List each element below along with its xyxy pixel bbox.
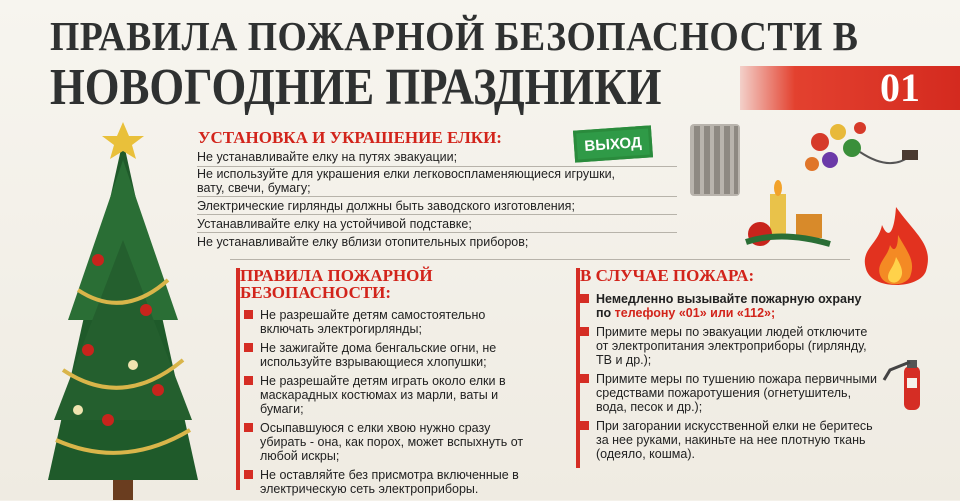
divider bbox=[197, 232, 677, 233]
emergency-call-text: Немедленно вызывайте пожарную охрану bbox=[596, 292, 862, 306]
section1-line: Не устанавливайте елку на путях эвакуации; bbox=[197, 150, 458, 164]
section1-line: Не устанавливайте елку вблизи отопительных приборов; bbox=[197, 235, 529, 249]
title-line-1: ПРАВИЛА ПОЖАРНОЙ БЕЗОПАСНОСТИ В bbox=[50, 13, 859, 59]
section2-heading-line1: ПРАВИЛА ПОЖАРНОЙ bbox=[240, 266, 433, 285]
list-item: Не оставляйте без присмотра включенные в электрическую сеть электроприборы. bbox=[242, 468, 532, 496]
title-line-2: НОВОГОДНИЕ ПРАЗДНИКИ bbox=[50, 59, 662, 116]
candle-icon bbox=[742, 172, 832, 250]
divider bbox=[197, 196, 677, 197]
poster-number: 01 bbox=[880, 65, 920, 110]
extinguisher-icon bbox=[880, 352, 936, 414]
list-item: Осыпавшуюся с елки хвою нужно сразу убирать - она, как порох, может вспыхнуть от любой искры; bbox=[242, 421, 532, 463]
section3-heading: В СЛУЧАЕ ПОЖАРА: bbox=[580, 266, 755, 285]
list-item: При загорании искусственной елки не беритесь за нее руками, накиньте на нее плотную ткань (одеяло, кошма). bbox=[578, 419, 878, 461]
divider bbox=[197, 214, 677, 215]
radiator-icon bbox=[688, 120, 742, 200]
list-item: Не разрешайте детям самостоятельно включать электрогирлянды; bbox=[242, 308, 532, 336]
list-item: Не зажигайте дома бенгальские огни, не используйте взрывающиеся хлопушки; bbox=[242, 341, 532, 369]
section1-line: вату, свечи, бумагу; bbox=[197, 181, 311, 195]
section2-accent-bar bbox=[236, 268, 240, 490]
list-item: Не разрешайте детям играть около елки в маскарадных костюмах из марли, ваты и бумаги; bbox=[242, 374, 532, 416]
divider bbox=[197, 166, 677, 167]
divider bbox=[230, 259, 850, 260]
number-banner bbox=[740, 66, 960, 110]
list-item bbox=[578, 292, 878, 320]
section1-line: Электрические гирлянды должны быть заводского изготовления; bbox=[197, 199, 575, 213]
emergency-call-prefix: по bbox=[596, 306, 612, 320]
section1-line: Устанавливайте елку на устойчивой подставке; bbox=[197, 217, 472, 231]
list-item: Примите меры по тушению пожара первичными средствами пожаротушения (огнетушитель, вода, песок и др.); bbox=[578, 372, 878, 414]
section2-list bbox=[242, 308, 532, 501]
section1-line: Не используйте для украшения елки легковоспламеняющиеся игрушки, bbox=[197, 167, 616, 181]
section1-heading: УСТАНОВКА И УКРАШЕНИЕ ЕЛКИ: bbox=[198, 128, 502, 147]
exit-sign-icon: ВЫХОД bbox=[573, 125, 653, 162]
section2-heading-line2: БЕЗОПАСНОСТИ: bbox=[240, 283, 392, 302]
emergency-phone: телефону «01» или «112»; bbox=[614, 306, 776, 320]
list-item: Примите меры по эвакуации людей отключите от электропитания электроприборы (гирлянду, ТВ и др.); bbox=[578, 325, 878, 367]
flame-icon bbox=[856, 205, 936, 293]
section3-list bbox=[578, 292, 878, 466]
